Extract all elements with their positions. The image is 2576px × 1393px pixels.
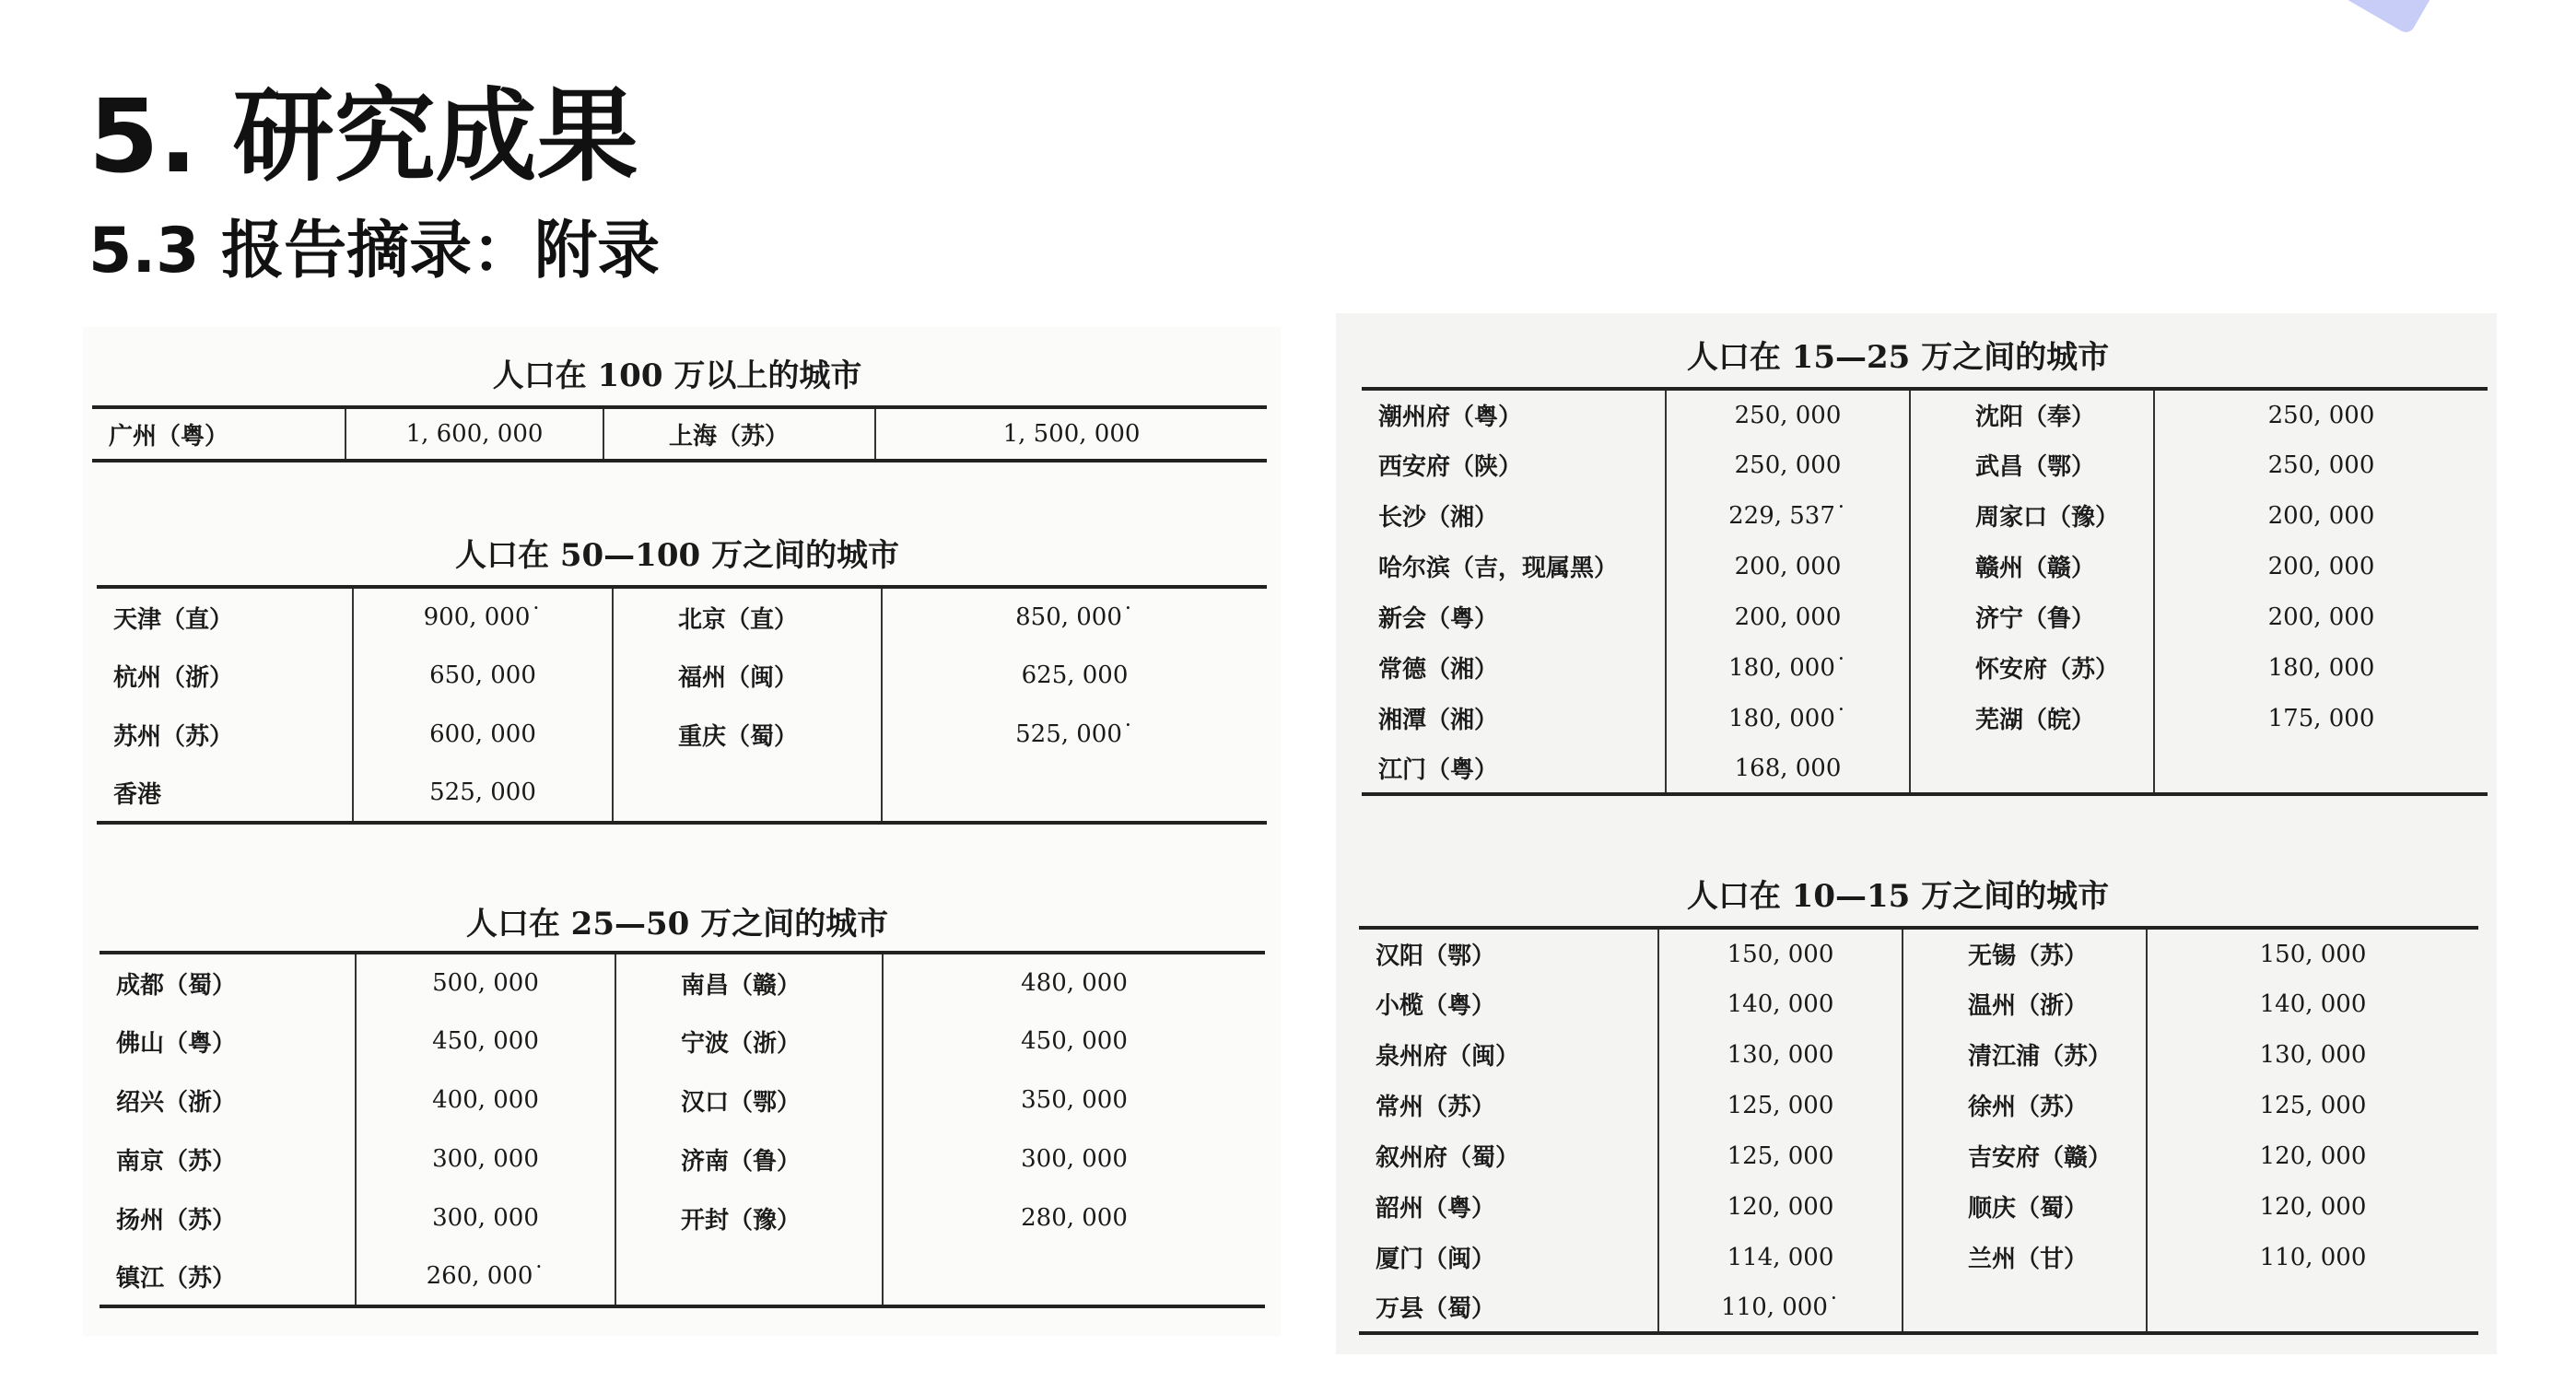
city-name: 哈尔滨（吉，现属黑） (1362, 541, 1666, 591)
table-row (97, 587, 1267, 646)
right-table-2 (1359, 926, 2478, 1335)
right-table-2-title: 人口在 10—15 万之间的城市 (1686, 878, 2110, 915)
population-value: 525, 000 (353, 764, 613, 823)
city-name (615, 1247, 883, 1306)
table-row (1359, 978, 2478, 1029)
city-name: 天津（直） (97, 587, 353, 646)
left-table-3-title: 人口在 25—50 万之间的城市 (465, 906, 889, 942)
city-name: 重庆（蜀） (613, 705, 882, 764)
table-row (1359, 1130, 2478, 1181)
city-name: 新会（粤） (1362, 591, 1666, 642)
city-name: 成都（蜀） (100, 953, 356, 1012)
population-value: 130, 000 (2259, 1040, 2367, 1069)
population-value: 350, 000 (1021, 1086, 1128, 1114)
table-row (1362, 439, 2488, 490)
table-row (100, 1130, 1265, 1188)
city-name: 周家口（豫） (1910, 490, 2154, 541)
city-name: 常州（苏） (1359, 1080, 1658, 1130)
population-value: 168, 000 (1666, 743, 1910, 794)
population-value: 250, 000 (1666, 389, 1910, 439)
population-value: 200, 000 (1666, 591, 1910, 642)
population-value: 480, 000 (1021, 969, 1128, 997)
city-name: 常德（湘） (1362, 642, 1666, 693)
population-value: 120, 000 (2259, 1192, 2367, 1221)
city-name: 赣州（赣） (1910, 541, 2154, 591)
table-row (1359, 1232, 2478, 1282)
population-value: 200, 000 (2267, 501, 2375, 530)
population-value: 150, 000 (1658, 928, 1903, 978)
right-table-1 (1362, 387, 2488, 796)
table-row (100, 1012, 1265, 1071)
table-row (1362, 389, 2488, 439)
population-value: 250, 000 (2267, 451, 2375, 479)
city-name (613, 764, 882, 823)
table-row (97, 764, 1267, 823)
population-value: 600, 000 (353, 705, 613, 764)
population-value: 110, 000 (2259, 1243, 2367, 1271)
table-row (1362, 541, 2488, 591)
population-value: 114, 000 (1658, 1232, 1903, 1282)
table-row (100, 1071, 1265, 1130)
left-table-3 (100, 951, 1265, 1308)
population-value: 1, 600, 000 (345, 407, 603, 461)
city-name: 济南（鲁） (615, 1130, 883, 1188)
city-name: 徐州（苏） (1903, 1080, 2147, 1130)
table-row (1362, 743, 2488, 794)
population-value: 175, 000 (2267, 704, 2375, 732)
left-table-2 (97, 585, 1267, 825)
population-value: 140, 000 (2259, 989, 2367, 1018)
city-name: 福州（闽） (613, 646, 882, 705)
table-row (1359, 1181, 2478, 1232)
population-value (882, 764, 1267, 823)
population-value: 300, 000 (1021, 1145, 1128, 1173)
population-value: 180, 000˙ (1666, 642, 1910, 693)
population-value (2154, 743, 2488, 794)
population-value: 125, 000 (1658, 1080, 1903, 1130)
city-name: 济宁（鲁） (1910, 591, 2154, 642)
city-name: 上海（苏） (603, 407, 875, 461)
table-row (1362, 591, 2488, 642)
population-value: 229, 537˙ (1666, 490, 1910, 541)
population-value: 200, 000 (1666, 541, 1910, 591)
table-row (97, 705, 1267, 764)
city-name: 清江浦（苏） (1903, 1029, 2147, 1080)
page-subtitle: 5.3 报告摘录：附录 (88, 215, 661, 287)
city-name: 宁波（浙） (615, 1012, 883, 1071)
population-value: 1, 500, 000 (1002, 420, 1141, 448)
city-name: 顺庆（蜀） (1903, 1181, 2147, 1232)
city-name: 西安府（陕） (1362, 439, 1666, 490)
population-value: 110, 000˙ (1658, 1282, 1903, 1333)
city-name: 韶州（粤） (1359, 1181, 1658, 1232)
city-name: 吉安府（赣） (1903, 1130, 2147, 1181)
table-row (1359, 928, 2478, 978)
city-name: 广州（粤） (92, 407, 345, 461)
city-name: 杭州（浙） (97, 646, 353, 705)
population-value: 120, 000 (1658, 1181, 1903, 1232)
table-row (1362, 490, 2488, 541)
city-name: 沈阳（奉） (1910, 389, 2154, 439)
population-value: 400, 000 (356, 1071, 615, 1130)
population-value: 450, 000 (356, 1012, 615, 1071)
city-name: 叙州府（蜀） (1359, 1130, 1658, 1181)
left-table-1-title: 人口在 100 万以上的城市 (492, 357, 862, 394)
city-name: 万县（蜀） (1359, 1282, 1658, 1333)
city-name: 香港 (97, 764, 353, 823)
left-table-2-title: 人口在 50—100 万之间的城市 (455, 537, 899, 574)
population-value: 280, 000 (1021, 1204, 1128, 1232)
table-row (100, 1247, 1265, 1306)
city-name: 开封（豫） (615, 1188, 883, 1247)
table-row (1359, 1029, 2478, 1080)
city-name: 厦门（闽） (1359, 1232, 1658, 1282)
left-table-1 (92, 405, 1267, 462)
city-name: 南昌（赣） (615, 953, 883, 1012)
table-row (97, 646, 1267, 705)
population-value: 180, 000˙ (1666, 693, 1910, 743)
city-name: 泉州府（闽） (1359, 1029, 1658, 1080)
city-name (1903, 1282, 2147, 1333)
population-value (2147, 1282, 2478, 1333)
population-value: 140, 000 (1658, 978, 1903, 1029)
population-value: 625, 000 (1021, 661, 1129, 689)
city-name: 苏州（苏） (97, 705, 353, 764)
population-value: 200, 000 (2267, 552, 2375, 580)
city-name (1910, 743, 2154, 794)
population-value: 125, 000 (1658, 1130, 1903, 1181)
table-row (92, 407, 1267, 461)
population-value: 850, 000˙ (1015, 603, 1134, 631)
population-value: 125, 000 (2259, 1091, 2367, 1119)
city-name: 小榄（粤） (1359, 978, 1658, 1029)
population-value: 300, 000 (356, 1188, 615, 1247)
city-name: 武昌（鄂） (1910, 439, 2154, 490)
city-name: 温州（浙） (1903, 978, 2147, 1029)
table-row (100, 1188, 1265, 1247)
population-value: 120, 000 (2259, 1141, 2367, 1170)
corner-decoration (2337, 0, 2437, 35)
city-name: 扬州（苏） (100, 1188, 356, 1247)
table-row (1359, 1080, 2478, 1130)
table-row (1362, 693, 2488, 743)
city-name: 怀安府（苏） (1910, 642, 2154, 693)
city-name: 无锡（苏） (1903, 928, 2147, 978)
population-value: 650, 000 (353, 646, 613, 705)
city-name: 潮州府（粤） (1362, 389, 1666, 439)
city-name: 汉阳（鄂） (1359, 928, 1658, 978)
city-name: 南京（苏） (100, 1130, 356, 1188)
population-value: 450, 000 (1021, 1027, 1128, 1055)
population-value: 900, 000˙ (353, 587, 613, 646)
population-value: 200, 000 (2267, 603, 2375, 631)
population-value: 500, 000 (356, 953, 615, 1012)
right-table-1-title: 人口在 15—25 万之间的城市 (1686, 339, 2110, 376)
population-value (883, 1247, 1265, 1306)
table-row (100, 953, 1265, 1012)
population-value: 150, 000 (2259, 940, 2367, 968)
city-name: 江门（粤） (1362, 743, 1666, 794)
population-value: 130, 000 (1658, 1029, 1903, 1080)
city-name: 镇江（苏） (100, 1247, 356, 1306)
population-value: 250, 000 (2267, 401, 2375, 429)
population-value: 180, 000 (2267, 653, 2375, 682)
table-row (1359, 1282, 2478, 1333)
population-value: 260, 000˙ (356, 1247, 615, 1306)
city-name: 湘潭（湘） (1362, 693, 1666, 743)
population-value: 250, 000 (1666, 439, 1910, 490)
population-value: 525, 000˙ (1015, 720, 1134, 748)
city-name: 佛山（粤） (100, 1012, 356, 1071)
city-name: 长沙（湘） (1362, 490, 1666, 541)
table-row (1362, 642, 2488, 693)
city-name: 兰州（甘） (1903, 1232, 2147, 1282)
city-name: 芜湖（皖） (1910, 693, 2154, 743)
city-name: 汉口（鄂） (615, 1071, 883, 1130)
page-title: 5. 研究成果 (88, 77, 638, 195)
population-value: 300, 000 (356, 1130, 615, 1188)
city-name: 绍兴（浙） (100, 1071, 356, 1130)
city-name: 北京（直） (613, 587, 882, 646)
